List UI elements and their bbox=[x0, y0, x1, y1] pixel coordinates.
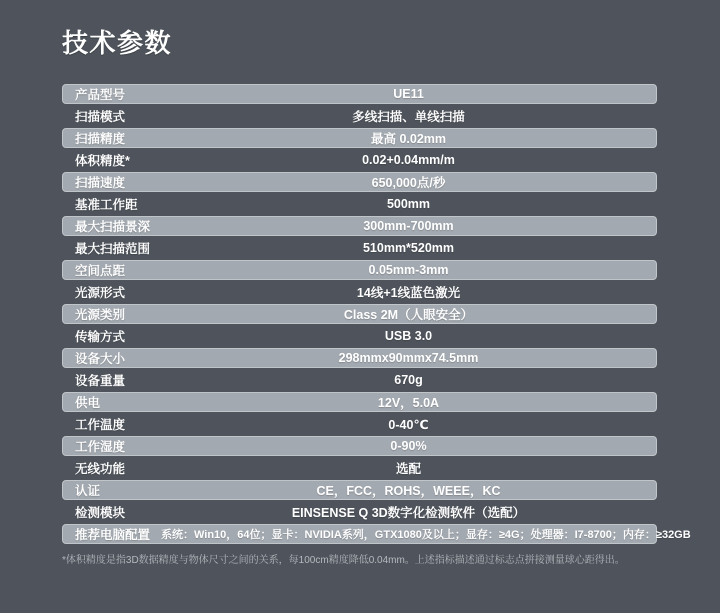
spec-value: 系统：Win10，64位；显卡：NVIDIA系列，GTX1080及以上；显存：≥4G；处理器：I7-8700；内存：≥32GB bbox=[161, 529, 691, 541]
table-row bbox=[62, 282, 657, 302]
table-row bbox=[62, 524, 691, 544]
spec-label: 光源类别 bbox=[75, 308, 126, 322]
table-row bbox=[62, 502, 657, 522]
page-title: 技术参数 bbox=[62, 28, 173, 58]
spec-label: 产品型号 bbox=[75, 88, 126, 102]
table-row bbox=[62, 458, 657, 478]
spec-label: 无线功能 bbox=[75, 462, 126, 476]
spec-label: 空间点距 bbox=[75, 264, 126, 278]
spec-label: 最大扫描范围 bbox=[75, 242, 151, 256]
spec-value: 0.05mm-3mm bbox=[368, 263, 449, 277]
spec-value: 0.02+0.04mm/m bbox=[362, 153, 455, 167]
spec-label: 工作温度 bbox=[75, 418, 126, 432]
spec-label: 光源形式 bbox=[75, 286, 126, 300]
spec-value: 670g bbox=[394, 373, 423, 387]
table-row bbox=[62, 238, 657, 258]
spec-value: 500mm bbox=[386, 197, 431, 211]
spec-value: 510mm*520mm bbox=[362, 241, 455, 255]
spec-value: EINSENSE Q 3D数字化检测软件（选配） bbox=[291, 506, 526, 520]
spec-value: USB 3.0 bbox=[384, 329, 433, 343]
table-row bbox=[62, 436, 657, 456]
table-row bbox=[62, 480, 657, 500]
spec-value: 12V，5.0A bbox=[377, 396, 440, 410]
table-row bbox=[62, 172, 657, 192]
table-row bbox=[62, 128, 657, 148]
spec-label: 基准工作距 bbox=[75, 198, 138, 212]
table-row bbox=[62, 304, 657, 324]
table-row bbox=[62, 216, 657, 236]
spec-value: 300mm-700mm bbox=[363, 219, 454, 233]
spec-label: 传输方式 bbox=[75, 330, 126, 344]
spec-value: 0-40℃ bbox=[388, 417, 429, 432]
spec-table bbox=[62, 84, 691, 544]
spec-value: 最高 0.02mm bbox=[370, 132, 447, 146]
spec-label: 工作湿度 bbox=[75, 440, 126, 454]
table-row bbox=[62, 392, 657, 412]
table-row bbox=[62, 370, 657, 390]
spec-label: 扫描速度 bbox=[75, 176, 126, 190]
table-row bbox=[62, 194, 657, 214]
table-row bbox=[62, 150, 657, 170]
spec-label: 推荐电脑配置 bbox=[75, 528, 151, 542]
spec-value: 0-90% bbox=[390, 439, 427, 453]
spec-label: 检测模块 bbox=[75, 506, 126, 520]
spec-label: 供电 bbox=[75, 396, 101, 410]
spec-value: 14线+1线蓝色激光 bbox=[356, 286, 461, 300]
spec-label: 设备重量 bbox=[75, 374, 126, 388]
footnote: *体积精度是指3D数据精度与物体尺寸之间的关系，每100cm精度降低0.04mm。上述指标描述通过标志点拼接测量球心距得出。 bbox=[62, 555, 625, 566]
spec-label: 扫描精度 bbox=[75, 132, 126, 146]
spec-label: 最大扫描景深 bbox=[75, 220, 151, 234]
spec-value: 选配 bbox=[395, 462, 421, 476]
table-row bbox=[62, 84, 657, 104]
table-row bbox=[62, 260, 657, 280]
spec-value: 650,000点/秒 bbox=[371, 176, 446, 190]
table-row bbox=[62, 326, 657, 346]
spec-label: 扫描模式 bbox=[75, 110, 126, 124]
spec-value: UE11 bbox=[393, 87, 424, 101]
table-row bbox=[62, 106, 657, 126]
spec-value: CE，FCC，ROHS，WEEE，KC bbox=[316, 484, 501, 498]
spec-value: 多线扫描、单线扫描 bbox=[352, 110, 465, 124]
spec-value: 298mmx90mmx74.5mm bbox=[338, 351, 479, 365]
table-row bbox=[62, 414, 657, 434]
table-row bbox=[62, 348, 657, 368]
spec-label: 认证 bbox=[75, 484, 101, 498]
spec-label: 体积精度* bbox=[75, 154, 130, 168]
spec-value: Class 2M（人眼安全） bbox=[343, 308, 474, 322]
spec-label: 设备大小 bbox=[75, 352, 126, 366]
